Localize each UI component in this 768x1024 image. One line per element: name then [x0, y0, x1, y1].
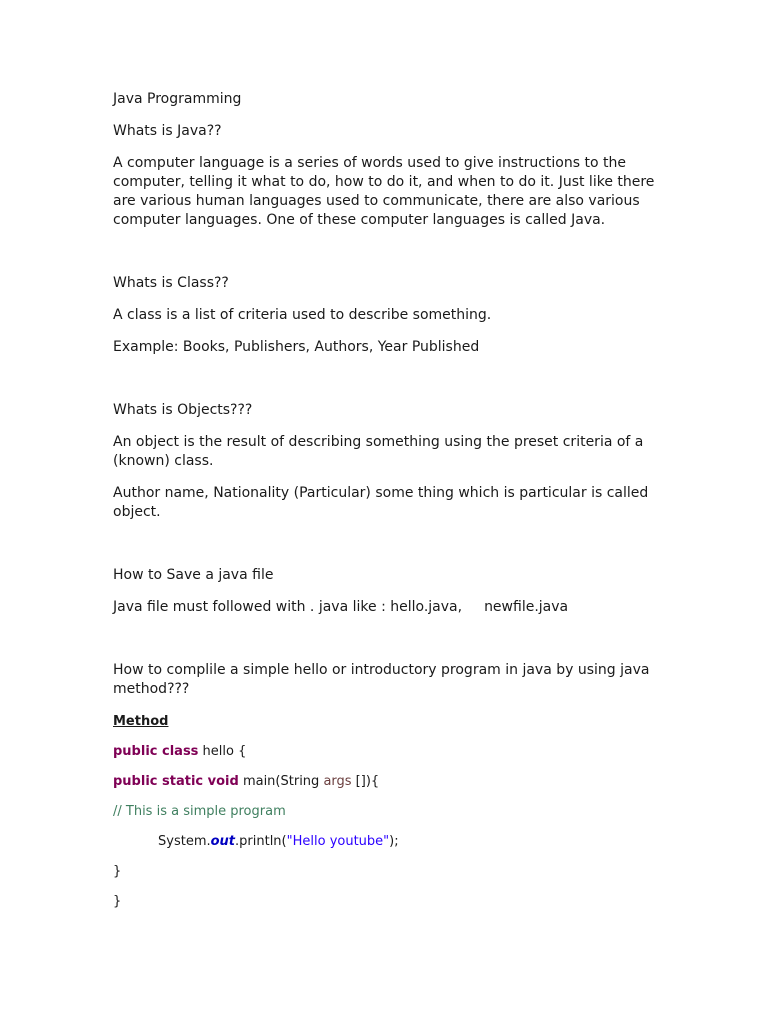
code-string: "Hello youtube" [286, 834, 390, 849]
save-answer [113, 598, 658, 617]
code-comment: // This is a simple program [113, 804, 286, 819]
java-question: Whats is Java?? [113, 123, 222, 139]
objects-question: Whats is Objects??? [113, 402, 253, 418]
code-text: .println( [235, 834, 287, 849]
java-answer: A computer language is a series of words used to give instructions to the computer, telling it what to do, how to do it, and when to do it. Just like there are various human languages used to communicate, there are also various computer languages. One of these computer languages is called Java. [113, 155, 655, 228]
code-line-println [113, 832, 658, 851]
objects-answer: An object is the result of describing something using the preset criteria of a (known) class. [113, 434, 644, 469]
code-text: System. [158, 834, 211, 849]
save-answer-suffix: newfile.java [484, 599, 569, 615]
compile-question: How to complile a simple hello or introductory program in java by using java method??? [113, 662, 650, 697]
class-answer: A class is a list of criteria used to describe something. [113, 307, 492, 323]
code-text: main(String [238, 774, 324, 789]
code-text: hello { [198, 744, 247, 759]
code-keyword: public class [113, 744, 199, 759]
code-line-main [113, 772, 658, 791]
code-argument: args [323, 774, 352, 789]
doc-title: Java Programming [113, 91, 242, 107]
code-text: []){ [351, 774, 380, 789]
class-question: Whats is Class?? [113, 275, 229, 291]
code-line-class [113, 742, 658, 761]
objects-example: Author name, Nationality (Particular) some thing which is particular is called object. [113, 485, 649, 520]
save-answer-prefix: Java file must followed with . java like : hello.java, [113, 599, 463, 615]
document-page [113, 90, 658, 922]
code-close-brace: } [113, 894, 122, 909]
save-question: How to Save a java file [113, 567, 274, 583]
method-label: Method [113, 714, 169, 729]
class-example: Example: Books, Publishers, Authors, Year Published [113, 339, 480, 355]
code-keyword: public static void [113, 774, 239, 789]
code-close-brace: } [113, 864, 122, 879]
code-field: out [210, 834, 236, 849]
code-text: ); [389, 834, 399, 849]
